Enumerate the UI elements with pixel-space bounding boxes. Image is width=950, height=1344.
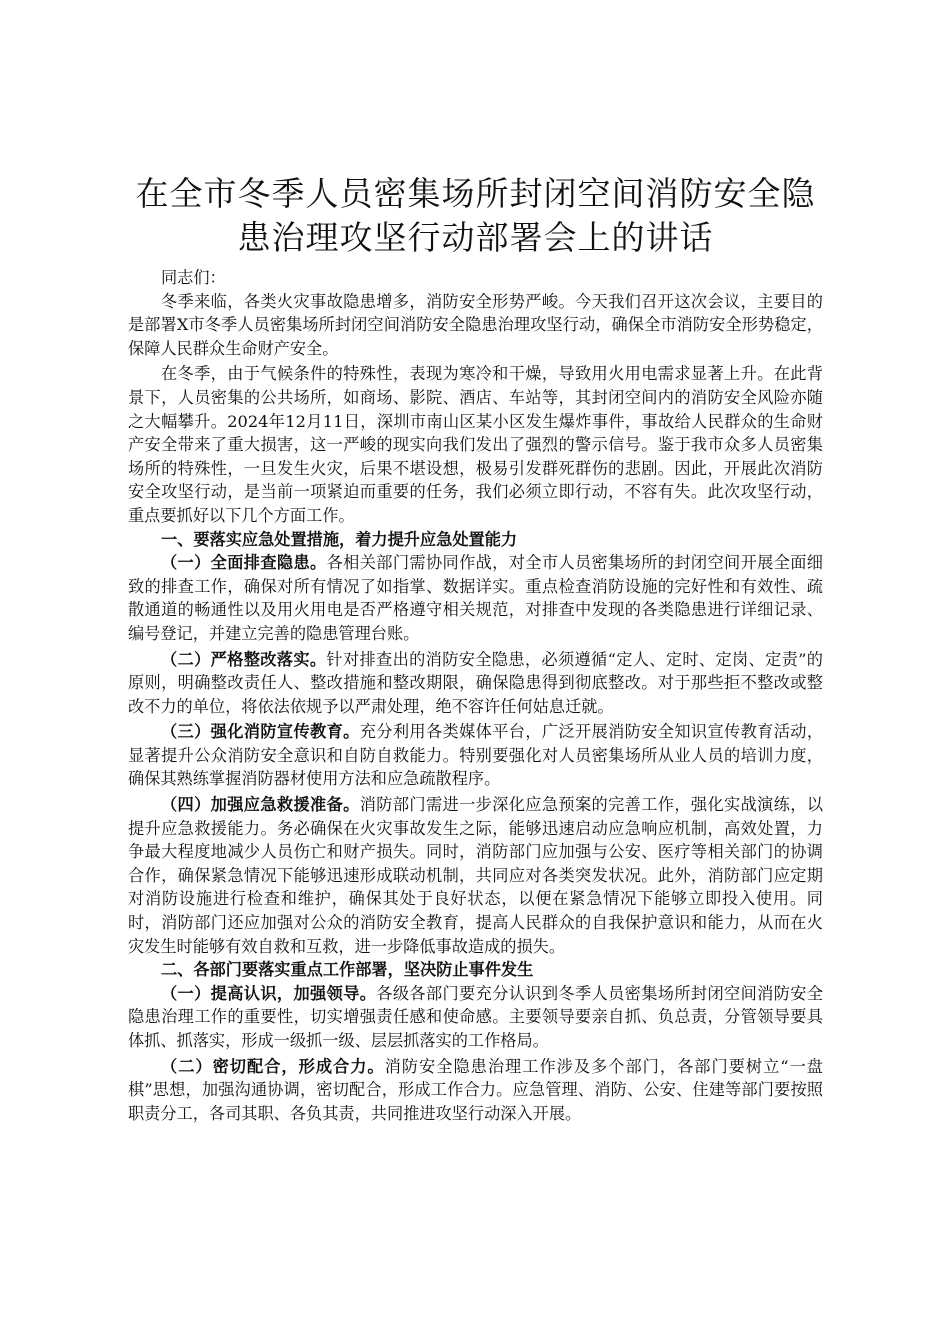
item-text: 各级各部门要充分认识到冬季人员密集场所封闭空间消防安全隐患治理工作的重要性，切实增强责任感和使命感。主要领导要亲自抓、负总责，分管领导要具体抓、抓落实，形成一级抓一级、层层抓落实的工作格局。 [128, 983, 824, 1050]
document-page [128, 172, 823, 1125]
section-1-heading: 一、要落实应急处置措施，着力提升应急处置能力 [161, 529, 518, 549]
section-2-heading: 二、各部门要落实重点工作部署，坚决防止事件发生 [161, 960, 534, 980]
item-text: 各相关部门需协同作战，对全市人员密集场所的封闭空间开展全面细致的排查工作，确保对所有情况了如指掌、数据详实。重点检查消防设施的完好性和有效性、疏散通道的畅通性以及用火用电是否严格遵守相关规范，对排查中发现的各类隐患进行详细记录、编号登记，并建立完善的隐患管理台账。 [128, 553, 823, 643]
section-2-item-2 [128, 1055, 823, 1126]
item-lead: （一）全面排查隐患。 [161, 553, 327, 573]
section-1-item-2 [128, 648, 823, 719]
document-title: 在全市冬季人员密集场所封闭空间消防安全隐患治理攻坚行动部署会上的讲话 [135, 174, 816, 257]
section-1-item-4 [128, 793, 823, 958]
section-1-item-1 [128, 551, 823, 645]
item-text: 针对排查出的消防安全隐患，必须遵循“定人、定时、定岗、定责”的原则，明确整改责任人、整改措施和整改期限，确保隐患得到彻底整改。对于那些拒不整改或整改不力的单位，将依法依规予以严肃处理，绝不容许任何姑息迁就。 [128, 649, 823, 716]
section-1-item-3 [128, 720, 823, 791]
section-2-item-1 [128, 982, 823, 1053]
item-lead: （四）加强应急救援准备。 [161, 795, 360, 815]
intro-paragraph-1: 冬季来临，各类火灾事故隐患增多，消防安全形势严峻。今天我们召开这次会议，主要目的是部署X市冬季人员密集场所封闭空间消防安全隐患治理攻坚行动，确保全市消防安全形势稳定，保障人民群众生命财产安全。 [128, 291, 823, 358]
item-text: 充分利用各类媒体平台，广泛开展消防安全知识宣传教育活动，显著提升公众消防安全意识和自防自救能力。特别要强化对人员密集场所从业人员的培训力度，确保其熟练掌握消防器材使用方法和应急疏散程序。 [128, 722, 824, 789]
salutation: 同志们： [161, 268, 226, 287]
item-text: 消防安全隐患治理工作涉及多个部门，各部门要树立“一盘棋”思想，加强沟通协调，密切配合，形成工作合力。应急管理、消防、公安、住建等部门要按照职责分工，各司其职、各负其责，共同推进攻坚行动深入开展。 [128, 1056, 823, 1123]
item-lead: （一）提高认识，加强领导。 [161, 983, 377, 1003]
item-lead: （三）强化消防宣传教育。 [161, 722, 360, 742]
item-lead: （二）严格整改落实。 [161, 649, 327, 669]
item-lead: （二）密切配合，形成合力。 [161, 1056, 385, 1076]
intro-paragraph-2: 在冬季，由于气候条件的特殊性，表现为寒冷和干燥，导致用火用电需求显著上升。在此背景下，人员密集的公共场所，如商场、影院、酒店、车站等，其封闭空间内的消防安全风险亦随之大幅攀升。2024年12月11日，深圳市南山区某小区发生爆炸事件，事故给人民群众的生命财产安全带来了重大损害，这一严峻的现实向我们发出了强烈的警示信号。鉴于我市众多人员密集场所的特殊性，一旦发生火灾，后果不堪设想，极易引发群死群伤的悲剧。因此，开展此次消防安全攻坚行动，是当前一项紧迫而重要的任务，我们必须立即行动，不容有失。此次攻坚行动，重点要抓好以下几个方面工作。 [128, 364, 823, 525]
item-text: 消防部门需进一步深化应急预案的完善工作，强化实战演练，以提升应急救援能力。务必确保在火灾事故发生之际，能够迅速启动应急响应机制，高效处置，力争最大程度地减少人员伤亡和财产损失。同时，消防部门应加强与公安、医疗等相关部门的协调合作，确保紧急情况下能够迅速形成联动机制，共同应对各类突发状况。此外，消防部门应定期对消防设施进行检查和维护，确保其处于良好状态，以便在紧急情况下能够立即投入使用。同时，消防部门还应加强对公众的消防安全教育，提高人民群众的自我保护意识和能力，从而在火灾发生时能够有效自救和互救，进一步降低事故造成的损失。 [128, 795, 824, 956]
